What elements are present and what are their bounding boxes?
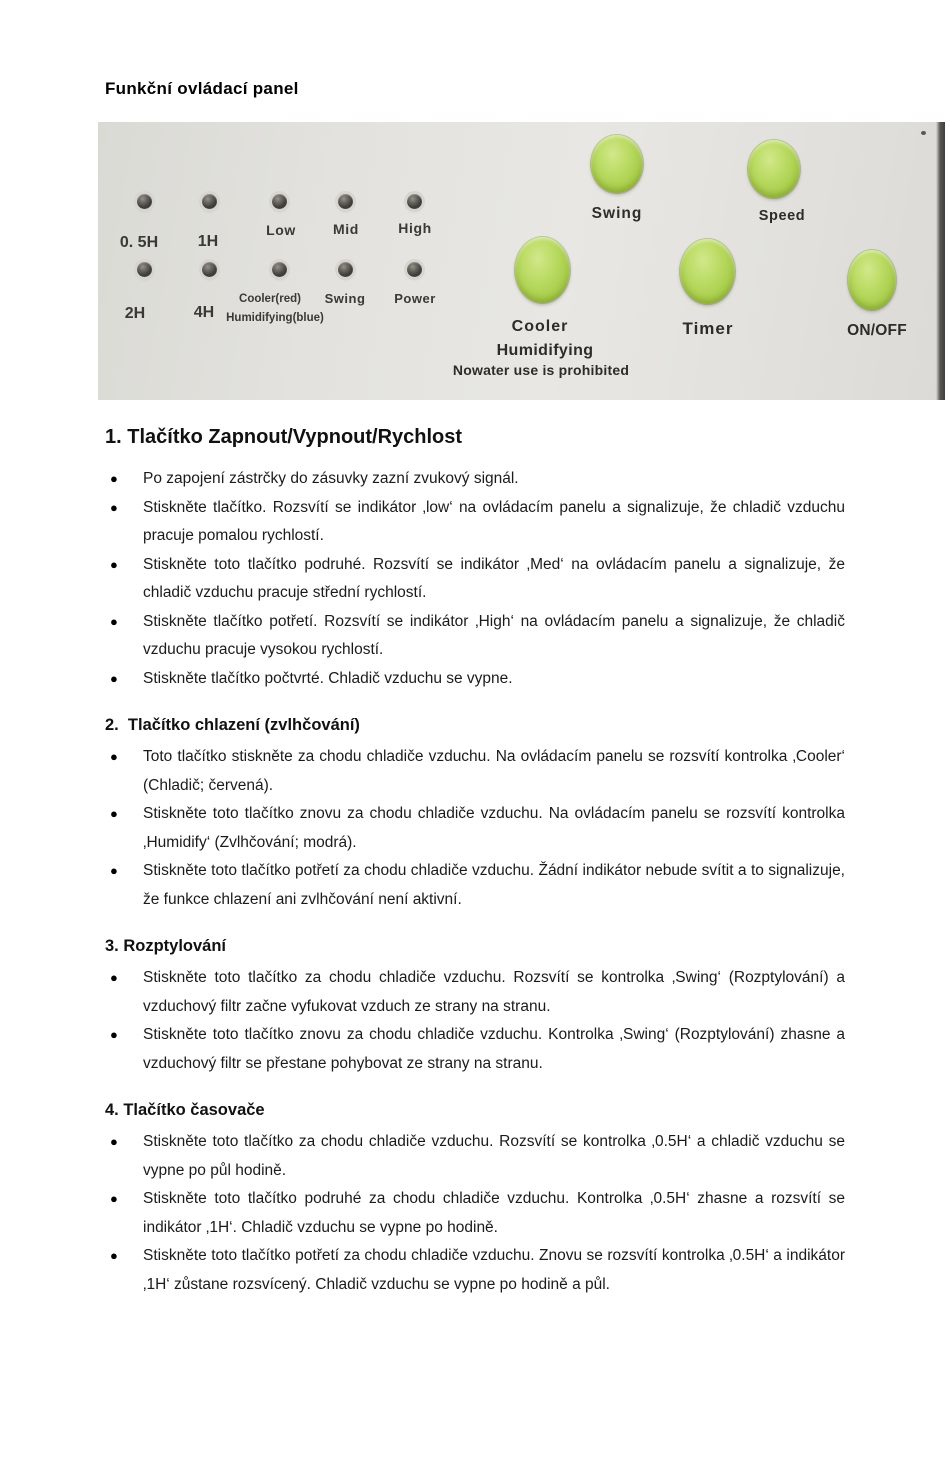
power-led-icon <box>407 262 422 277</box>
panel-button-speed <box>748 140 800 198</box>
led-label-power: Power <box>394 291 436 306</box>
button-warning-nowater: Nowater use is prohibited <box>452 362 630 378</box>
button-label-swing: Swing <box>591 205 643 222</box>
led-label-1h: 1H <box>197 233 219 250</box>
timer-2h-led-icon <box>137 262 152 277</box>
speed-mid-led-icon <box>338 194 353 209</box>
led-label-humidifying-blue: Humidifying(blue) <box>226 312 324 324</box>
section-2-heading: 2. Tlačítko chlazení (zvlhčování) <box>105 716 360 734</box>
led-label-high: High <box>398 220 432 236</box>
section-1-heading: 1. Tlačítko Zapnout/Vypnout/Rychlost <box>105 426 463 448</box>
timer-0-5h-led-icon <box>137 194 152 209</box>
section-3-heading: 3. Rozptylování <box>105 937 227 955</box>
bullet-item: ● Stiskněte toto tlačítko znovu za chodu chladiče vzduchu. Kontrolka ‚Swing‘ (Rozptylování) zhasne a vzduchový filtr se přestane pohybovat ze strany na stranu. <box>105 1021 845 1078</box>
button-label-on-off: ON/OFF <box>847 322 907 339</box>
bullet-item: ● Stiskněte toto tlačítko znovu za chodu chladiče vzduchu. Na ovládacím panelu se rozsvítí kontrolka ‚Humidify‘ (Zvlhčování; modrá). <box>105 800 845 857</box>
bullet-item: ● Stiskněte toto tlačítko potřetí za chodu chladiče vzduchu. Znovu se rozsvítí kontrolka ‚0.5H‘ a indikátor ‚1H‘ zůstane rozsvícený. Chladič vzduchu se vypne po hodině a půl. <box>105 1242 845 1299</box>
bullet-item: ● Stiskněte toto tlačítko za chodu chladiče vzduchu. Rozsvítí se kontrolka ‚0.5H‘ a chladič vzduchu se vypne po půl hodině. <box>105 1128 845 1185</box>
timer-1h-led-icon <box>202 194 217 209</box>
photo-right-edge-shadow <box>936 122 945 400</box>
section-2-bullets <box>105 743 950 914</box>
photo-speck <box>921 131 926 135</box>
led-label-swing: Swing <box>324 291 366 306</box>
section-1-bullets <box>105 465 950 693</box>
control-panel-photo <box>98 122 945 400</box>
led-label-mid: Mid <box>333 221 359 237</box>
button-label-timer: Timer <box>682 319 734 338</box>
bullet-item: ● Stiskněte tlačítko počtvrté. Chladič vzduchu se vypne. <box>105 665 845 694</box>
led-label-4h: 4H <box>193 304 215 321</box>
swing-led-icon <box>338 262 353 277</box>
bullet-item: ● Stiskněte toto tlačítko potřetí za chodu chladiče vzduchu. Žádní indikátor nebude svítit a to signalizuje, že funkce chlazení ani zvlhčování není aktivní. <box>105 857 845 914</box>
button-label-humidifying: Humidifying <box>496 342 594 359</box>
bullet-item: ● Po zapojení zástrčky do zásuvky zazní zvukový signál. <box>105 465 845 494</box>
section-4-heading: 4. Tlačítko časovače <box>105 1101 265 1119</box>
bullet-item: ● Stiskněte toto tlačítko podruhé za chodu chladiče vzduchu. Kontrolka ‚0.5H‘ zhasne a rozsvítí se indikátor ‚1H‘. Chladič vzduchu se vypne po hodině. <box>105 1185 845 1242</box>
section-4-bullets <box>105 1128 950 1299</box>
section-3-bullets <box>105 964 950 1078</box>
led-label-2h: 2H <box>124 305 146 322</box>
button-label-speed: Speed <box>758 208 806 224</box>
led-label-low: Low <box>266 222 296 238</box>
led-label-cooler-red: Cooler(red) <box>239 293 301 305</box>
panel-button-cooler-humidify <box>515 237 570 303</box>
bullet-item: ● Stiskněte toto tlačítko za chodu chladiče vzduchu. Rozsvítí se kontrolka ‚Swing‘ (Rozptylování) a vzduchový filtr začne vyfukovat vzduch ze strany na stranu. <box>105 964 845 1021</box>
bullet-item: ● Stiskněte toto tlačítko podruhé. Rozsvítí se indikátor ‚Med‘ na ovládacím panelu a signalizuje, že chladič vzduchu pracuje střední rychlostí. <box>105 551 845 608</box>
bullet-item: ● Stiskněte tlačítko potřetí. Rozsvítí se indikátor ‚High‘ na ovládacím panelu a signalizuje, že chladič vzduchu pracuje vysokou rychlostí. <box>105 608 845 665</box>
panel-button-timer <box>680 239 735 304</box>
page-title: Funkční ovládací panel <box>105 79 299 98</box>
led-label-0-5h: 0. 5H <box>119 234 159 251</box>
cooler-humidify-led-icon <box>272 262 287 277</box>
speed-low-led-icon <box>272 194 287 209</box>
timer-4h-led-icon <box>202 262 217 277</box>
panel-button-swing <box>591 135 643 193</box>
bullet-item: ● Toto tlačítko stiskněte za chodu chladiče vzduchu. Na ovládacím panelu se rozsvítí kontrolka ‚Cooler‘ (Chladič; červená). <box>105 743 845 800</box>
button-label-cooler: Cooler <box>511 318 569 335</box>
panel-button-on-off <box>848 250 896 310</box>
speed-high-led-icon <box>407 194 422 209</box>
bullet-item: ● Stiskněte tlačítko. Rozsvítí se indikátor ‚low‘ na ovládacím panelu a signalizuje, že chladič vzduchu pracuje pomalou rychlostí. <box>105 494 845 551</box>
